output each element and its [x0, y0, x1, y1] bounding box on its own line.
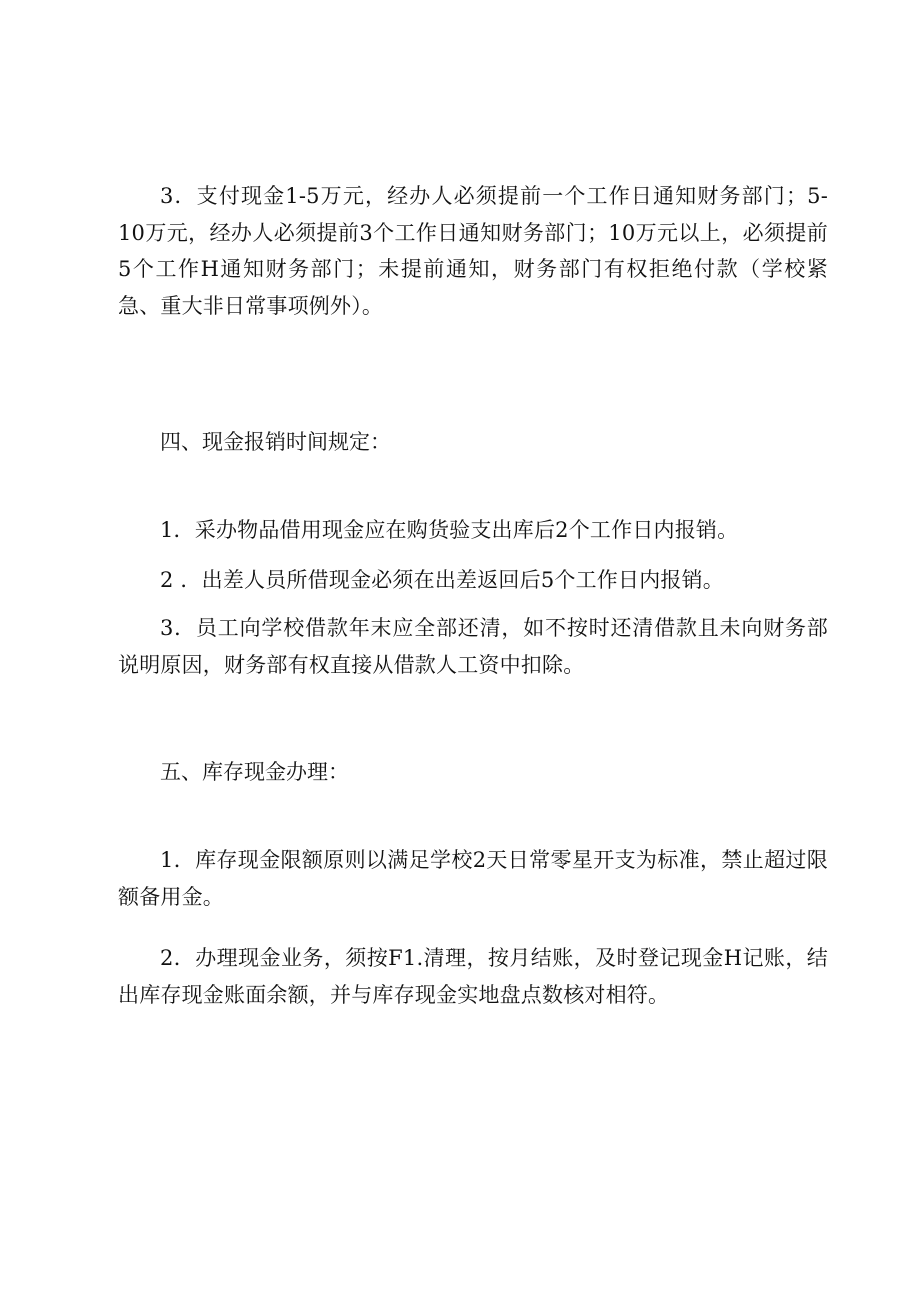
paragraph-purchase-reimbursement: 1．采办物品借用现金应在购货验支出库后2个工作日内报销。	[160, 518, 739, 542]
paragraph-travel-reimbursement: 2 ．出差人员所借现金必须在出差返回后5个工作日内报销。	[160, 568, 724, 592]
paragraph-cash-handling: 2．办理现金业务，须按F1.清理，按月结账，及时登记现金H记账，结出库存现金账面余额，并与库存现金实地盘点数核对相符。	[118, 946, 828, 1007]
paragraph-cash-limit: 1．库存现金限额原则以满足学校2天日常零星开支为标准，禁止超过限额备用金。	[118, 848, 828, 909]
paragraph-employee-loan-settlement: 3．员工向学校借款年末应全部还清，如不按时还清借款且未向财务部说明原因，财务部有权直接从借款人工资中扣除。	[118, 616, 828, 677]
paragraph-cash-payment-notice: 3．支付现金1-5万元，经办人必须提前一个工作日通知财务部门；5-10万元，经办人必须提前3个工作日通知财务部门；10万元以上，必须提前5个工作H通知财务部门；未提前通知，财务部门有权拒绝付款（学校紧急、重大非日常事项例外）。	[118, 184, 828, 318]
section-heading-reimbursement-time: 四、现金报销时间规定：	[160, 430, 391, 454]
section-heading-cash-on-hand: 五、库存现金办理：	[160, 760, 349, 784]
